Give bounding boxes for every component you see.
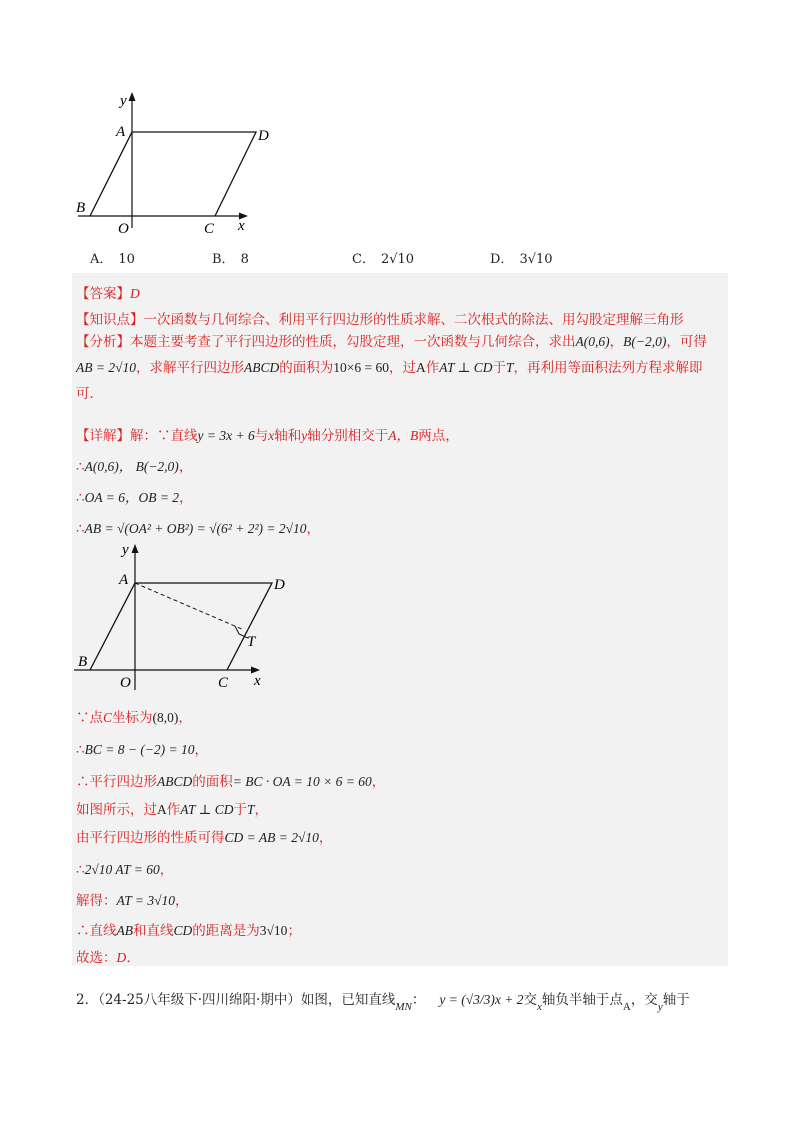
q2-text-3: 交: [523, 992, 537, 1008]
analysis-ab: AB = 2√10: [76, 360, 137, 375]
detail-l8-text-a: 如图所示，过: [76, 802, 157, 818]
detail-l1-text-f: 两点，: [418, 428, 459, 444]
detail-l12-end: ；: [287, 923, 301, 939]
detail-l7-text-a: ∴平行四边形: [76, 774, 157, 790]
fig1-label-y: y: [120, 93, 127, 109]
detail-l12-text-a: ∴直线: [76, 923, 117, 939]
detail-l1-text-a: 解：∵直线: [130, 428, 198, 444]
detail-line-equation: y = 3x + 6: [197, 428, 255, 443]
detail-l12-text-c: 的距离是为: [192, 923, 260, 939]
fig2-label-b: B: [78, 654, 88, 670]
detail-l9-text: 由平行四边形的性质可得: [76, 830, 225, 846]
detail-l5-text-a: ∵点: [76, 710, 103, 726]
answer-tag: 【答案】: [76, 286, 130, 302]
detail-l5-end: ，: [178, 710, 192, 726]
detail-l8-text-c: 于: [233, 802, 247, 818]
detail-l5-text-c: 坐标为: [112, 710, 153, 726]
detail-l6-end: ，: [194, 742, 209, 758]
detail-l12-text-b: 和直线: [133, 923, 174, 939]
analysis-text-1: 本题主要考查了平行四边形的性质，勾股定理，一次函数与几何综合，求出: [130, 334, 576, 350]
detail-line-2: [76, 455, 192, 475]
detail-l7-end: ，: [371, 774, 386, 790]
detail-l9-end: ，: [318, 830, 333, 846]
question-2: [76, 988, 690, 1013]
analysis-text-4: 的面积为: [279, 360, 334, 376]
analysis-text-3: ，求解平行四边形: [136, 360, 245, 376]
detail-l4-therefore: ∴: [76, 521, 85, 537]
detail-l4-end: ，: [306, 521, 321, 537]
detail-l12-ab: AB: [116, 923, 133, 938]
figure-parallelogram-1: [70, 88, 269, 238]
analysis-abcd: ABCD: [244, 360, 280, 375]
detail-l6-bc: BC = 8 − (−2) = 10: [84, 742, 195, 757]
option-d-letter: D．: [490, 252, 514, 267]
option-d-value: 3√10: [519, 252, 553, 267]
answer-value: D: [130, 286, 140, 301]
fig2-label-c: C: [218, 675, 229, 691]
knowledge-line: [76, 308, 684, 328]
detail-l8-end: ，: [254, 802, 268, 818]
fig2-label-x: x: [254, 673, 261, 689]
detail-l7-text-b: 的面积: [192, 774, 233, 790]
detail-l5-c: C: [103, 710, 113, 725]
analysis-t: T: [505, 360, 514, 375]
q2-line-name: MN: [395, 1001, 412, 1013]
analysis-sep-1: ，: [609, 334, 624, 350]
fig1-label-a: A: [116, 124, 126, 140]
option-c-letter: C．: [352, 252, 375, 267]
q2-text-4: 轴负半轴于点: [541, 992, 623, 1008]
option-a-value: 10: [118, 252, 135, 267]
detail-l2-therefore: ∴: [76, 459, 85, 475]
option-c[interactable]: [352, 248, 414, 267]
detail-l11-at: AT = 3√10: [116, 893, 176, 908]
detail-l10-equation: 2√10 AT = 60: [84, 862, 160, 877]
detail-l3-therefore: ∴: [76, 490, 85, 506]
analysis-sep-2: ，: [666, 334, 680, 350]
detail-l11-text: 解得：: [76, 893, 117, 909]
detail-l8-perp: AT ⊥ CD: [180, 802, 234, 817]
fig2-label-d: D: [274, 577, 285, 593]
analysis-text-8: ，再利用等面积法列方程求解即可．: [76, 360, 703, 402]
fig1-label-o: O: [118, 221, 129, 237]
fig1-label-x: x: [238, 218, 245, 234]
fig2-label-o: O: [120, 675, 131, 691]
q2-x: x: [536, 1001, 542, 1013]
detail-l3-lengths: OA = 6，OB = 2: [84, 490, 180, 505]
analysis-text-7: 于: [492, 360, 506, 376]
q2-text-5: ，交: [630, 992, 658, 1008]
fig2-label-y: y: [122, 542, 129, 558]
analysis-block: [76, 329, 721, 407]
detail-l13-text: 故选：: [76, 950, 117, 966]
option-b[interactable]: [212, 248, 249, 267]
q2-text-2: ：: [411, 992, 426, 1008]
option-d[interactable]: [490, 248, 553, 267]
detail-tag: 【详解】: [76, 428, 130, 444]
detail-l12-distance: 3√10: [259, 923, 288, 938]
q2-y: y: [657, 1001, 663, 1013]
detail-l2-points: A(0,6)， B(−2,0): [84, 459, 179, 474]
detail-line-6: [76, 738, 208, 758]
detail-l1-text-c: 轴和: [274, 428, 302, 444]
option-b-letter: B．: [212, 252, 235, 267]
detail-line-1: [76, 424, 459, 444]
detail-l12-cd: CD: [173, 923, 193, 938]
detail-l3-end: ，: [179, 490, 193, 506]
q2-source: （24-25八年级下·四川绵阳·期中）: [98, 992, 301, 1008]
fig2-label-a: A: [119, 572, 129, 588]
detail-l7-area: = BC · OA = 10 × 6 = 60: [232, 774, 372, 789]
fig1-label-c: C: [204, 221, 215, 237]
detail-l8-a: A: [157, 802, 167, 817]
fig1-label-d: D: [258, 128, 269, 144]
detail-line-11: [76, 889, 189, 909]
q2-number: 2．: [76, 992, 99, 1008]
q2-point-a: A: [622, 1001, 631, 1013]
detail-line-5: [76, 706, 192, 726]
detail-l8-text-b: 作: [166, 802, 181, 818]
analysis-text-5: ，过: [389, 360, 416, 376]
q2-text-1: 如图，已知直线: [300, 992, 396, 1008]
analysis-point-b: B(−2,0): [623, 334, 667, 349]
detail-line-4: [76, 517, 320, 537]
fig2-label-t: T: [247, 634, 256, 650]
detail-line-10: [76, 858, 173, 878]
detail-l8-t: T: [246, 802, 255, 817]
q2-text-6: 轴于: [662, 992, 690, 1008]
analysis-point-a: A(0,6): [575, 334, 610, 349]
option-c-value: 2√10: [380, 252, 415, 267]
detail-line-3: [76, 486, 193, 506]
detail-line-8: [76, 798, 268, 818]
analysis-text-6: 作: [425, 360, 440, 376]
detail-l1-x: x: [268, 428, 275, 443]
detail-l6-therefore: ∴: [76, 742, 85, 758]
q2-equation: y = (√3/3)x + 2: [439, 992, 524, 1007]
answer-line: [76, 282, 140, 302]
analysis-text-2: 可得: [679, 334, 707, 350]
option-a-letter: A．: [90, 252, 113, 267]
detail-line-9: [76, 826, 332, 846]
fig1-label-b: B: [76, 200, 86, 216]
detail-line-12: [76, 919, 301, 939]
knowledge-tag: 【知识点】: [76, 312, 144, 328]
detail-l7-abcd: ABCD: [157, 774, 193, 789]
detail-l1-y: y: [301, 428, 308, 443]
detail-l5-coord: (8,0): [152, 710, 179, 725]
detail-l10-end: ，: [159, 862, 174, 878]
analysis-a: A: [416, 360, 426, 375]
detail-l11-end: ，: [175, 893, 189, 909]
detail-l10-therefore: ∴: [76, 862, 85, 878]
detail-l13-choice: D．: [116, 950, 140, 965]
option-b-value: 8: [240, 252, 249, 267]
analysis-tag: 【分析】: [76, 334, 130, 350]
detail-l1-ab: A，B: [388, 428, 419, 443]
analysis-at-perp: AT ⊥ CD: [439, 360, 493, 375]
detail-l9-cd: CD = AB = 2√10: [224, 830, 319, 845]
detail-line-7: [76, 770, 385, 790]
detail-l2-end: ，: [178, 459, 193, 475]
detail-l1-text-b: 与: [254, 428, 269, 444]
detail-l1-text-d: 轴分别相交于: [307, 428, 389, 444]
option-a[interactable]: [90, 248, 135, 267]
knowledge-text: 一次函数与几何综合、利用平行四边形的性质求解、二次根式的除法、用勾股定理解三角形: [143, 312, 684, 328]
detail-line-13: [76, 946, 140, 966]
detail-l4-ab-calc: AB = √(OA² + OB²) = √(6² + 2²) = 2√10: [84, 521, 307, 536]
figure-parallelogram-2: [72, 538, 292, 698]
analysis-area: 10×6 = 60: [333, 360, 389, 375]
